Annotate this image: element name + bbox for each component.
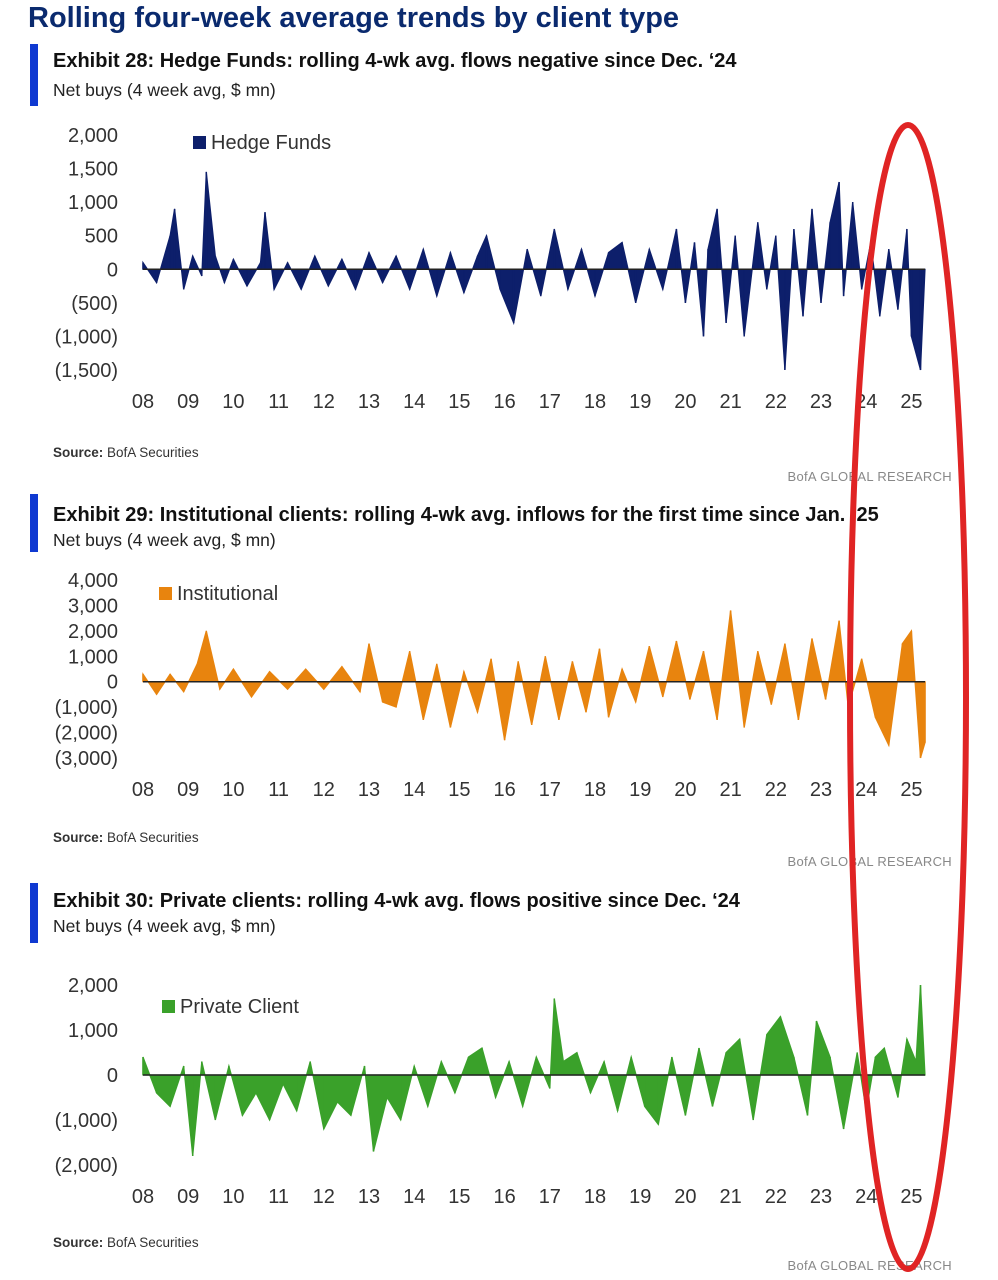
brand-label: BofA GLOBAL RESEARCH (787, 469, 952, 484)
x-tick-label: 25 (900, 391, 923, 413)
x-tick-label: 15 (448, 779, 471, 801)
source-note: Source: BofA Securities (53, 830, 199, 845)
legend-label: Hedge Funds (211, 132, 332, 154)
legend-swatch (162, 1000, 175, 1013)
x-tick-label: 22 (764, 391, 787, 413)
legend-swatch (193, 136, 206, 149)
institutional-chart (0, 560, 998, 810)
x-tick-label: 10 (222, 1186, 245, 1208)
y-tick-label: 2,000 (67, 975, 118, 997)
x-tick-label: 18 (583, 391, 607, 413)
x-tick-label: 11 (268, 391, 289, 413)
x-tick-label: 15 (448, 1186, 471, 1208)
source-note: Source: BofA Securities (53, 1235, 199, 1250)
x-tick-label: 19 (629, 391, 652, 413)
exhibit-accent-bar (30, 494, 38, 552)
source-note: Source: BofA Securities (53, 445, 199, 460)
x-tick-label: 10 (222, 779, 245, 801)
x-tick-label: 11 (268, 1186, 289, 1208)
x-tick-label: 21 (719, 779, 742, 801)
y-tick-label: 2,000 (67, 620, 118, 643)
exhibit-subtitle: Net buys (4 week avg, $ mn) (53, 530, 276, 550)
x-tick-label: 12 (312, 779, 335, 801)
x-tick-label: 25 (900, 1186, 923, 1208)
x-tick-label: 12 (312, 1186, 335, 1208)
x-tick-label: 19 (629, 779, 652, 801)
x-tick-label: 14 (403, 1186, 426, 1208)
x-tick-label: 21 (719, 391, 742, 413)
x-tick-label: 23 (809, 1186, 833, 1208)
x-tick-label: 24 (855, 779, 878, 801)
x-tick-label: 17 (538, 779, 561, 801)
y-tick-label: (1,500) (54, 360, 118, 382)
series-area (143, 611, 925, 759)
x-tick-label: 09 (177, 779, 200, 801)
y-tick-label: 0 (106, 671, 118, 694)
exhibit-accent-bar (30, 883, 38, 943)
y-tick-label: 0 (106, 1065, 118, 1087)
x-tick-label: 11 (268, 779, 289, 801)
exhibit-title: Exhibit 30: Private clients: rolling 4-wk avg. flows positive since Dec. ‘24 (53, 890, 740, 912)
y-tick-label: 1,000 (67, 646, 118, 669)
x-tick-label: 23 (809, 391, 833, 413)
y-tick-label: 1,500 (67, 158, 118, 181)
x-tick-label: 08 (131, 391, 155, 413)
y-tick-label: 0 (106, 259, 118, 282)
x-tick-label: 17 (538, 1186, 561, 1208)
x-tick-label: 20 (674, 779, 697, 801)
x-tick-label: 17 (538, 391, 561, 413)
x-tick-label: 09 (177, 391, 200, 413)
x-tick-label: 12 (312, 391, 335, 413)
x-tick-label: 16 (493, 779, 516, 801)
x-tick-label: 22 (764, 1186, 787, 1208)
exhibit-title: Exhibit 28: Hedge Funds: rolling 4-wk avg. flows negative since Dec. ‘24 (53, 50, 737, 72)
exhibit-accent-bar (30, 44, 38, 106)
x-tick-label: 22 (764, 779, 787, 801)
exhibit-subtitle: Net buys (4 week avg, $ mn) (53, 916, 276, 936)
x-tick-label: 13 (357, 391, 381, 413)
x-tick-label: 20 (674, 391, 697, 413)
y-tick-label: (2,000) (54, 1155, 118, 1177)
y-tick-label: 4,000 (67, 570, 118, 592)
x-tick-label: 21 (719, 1186, 742, 1208)
y-tick-label: 500 (84, 225, 118, 248)
x-tick-label: 14 (403, 779, 426, 801)
y-tick-label: (1,000) (54, 697, 118, 720)
x-tick-label: 13 (357, 779, 381, 801)
series-area (143, 172, 925, 370)
page-title: Rolling four-week average trends by client type (28, 2, 680, 34)
x-tick-label: 08 (131, 1186, 155, 1208)
x-tick-label: 24 (855, 391, 878, 413)
exhibit-title: Exhibit 29: Institutional clients: rolling 4-wk avg. inflows for the first time since Jan. ‘25 (53, 504, 879, 526)
legend-swatch (159, 587, 172, 600)
y-tick-label: (2,000) (54, 722, 118, 745)
x-tick-label: 09 (177, 1186, 200, 1208)
x-tick-label: 18 (583, 779, 607, 801)
y-tick-label: (500) (71, 292, 118, 315)
y-tick-label: 1,000 (67, 192, 118, 215)
y-tick-label: 2,000 (67, 125, 118, 147)
hedge-funds-chart (0, 115, 998, 415)
x-tick-label: 19 (629, 1186, 652, 1208)
x-tick-label: 18 (583, 1186, 607, 1208)
y-tick-label: (1,000) (54, 326, 118, 349)
y-tick-label: 1,000 (67, 1020, 118, 1042)
legend-label: Private Client (180, 996, 299, 1018)
x-tick-label: 20 (674, 1186, 697, 1208)
y-tick-label: 3,000 (67, 595, 118, 618)
x-tick-label: 24 (855, 1186, 878, 1208)
legend-label: Institutional (177, 583, 279, 605)
x-tick-label: 14 (403, 391, 426, 413)
x-tick-label: 08 (131, 779, 155, 801)
x-tick-label: 15 (448, 391, 471, 413)
exhibit-subtitle: Net buys (4 week avg, $ mn) (53, 80, 276, 100)
brand-label: BofA GLOBAL RESEARCH (787, 1258, 952, 1273)
x-tick-label: 23 (809, 779, 833, 801)
brand-label: BofA GLOBAL RESEARCH (787, 854, 952, 869)
x-tick-label: 25 (900, 779, 923, 801)
x-tick-label: 10 (222, 391, 245, 413)
private-client-chart (0, 955, 998, 1210)
y-tick-label: (1,000) (54, 1110, 118, 1132)
x-tick-label: 16 (493, 1186, 516, 1208)
y-tick-label: (3,000) (54, 748, 118, 770)
x-tick-label: 13 (357, 1186, 381, 1208)
x-tick-label: 16 (493, 391, 516, 413)
